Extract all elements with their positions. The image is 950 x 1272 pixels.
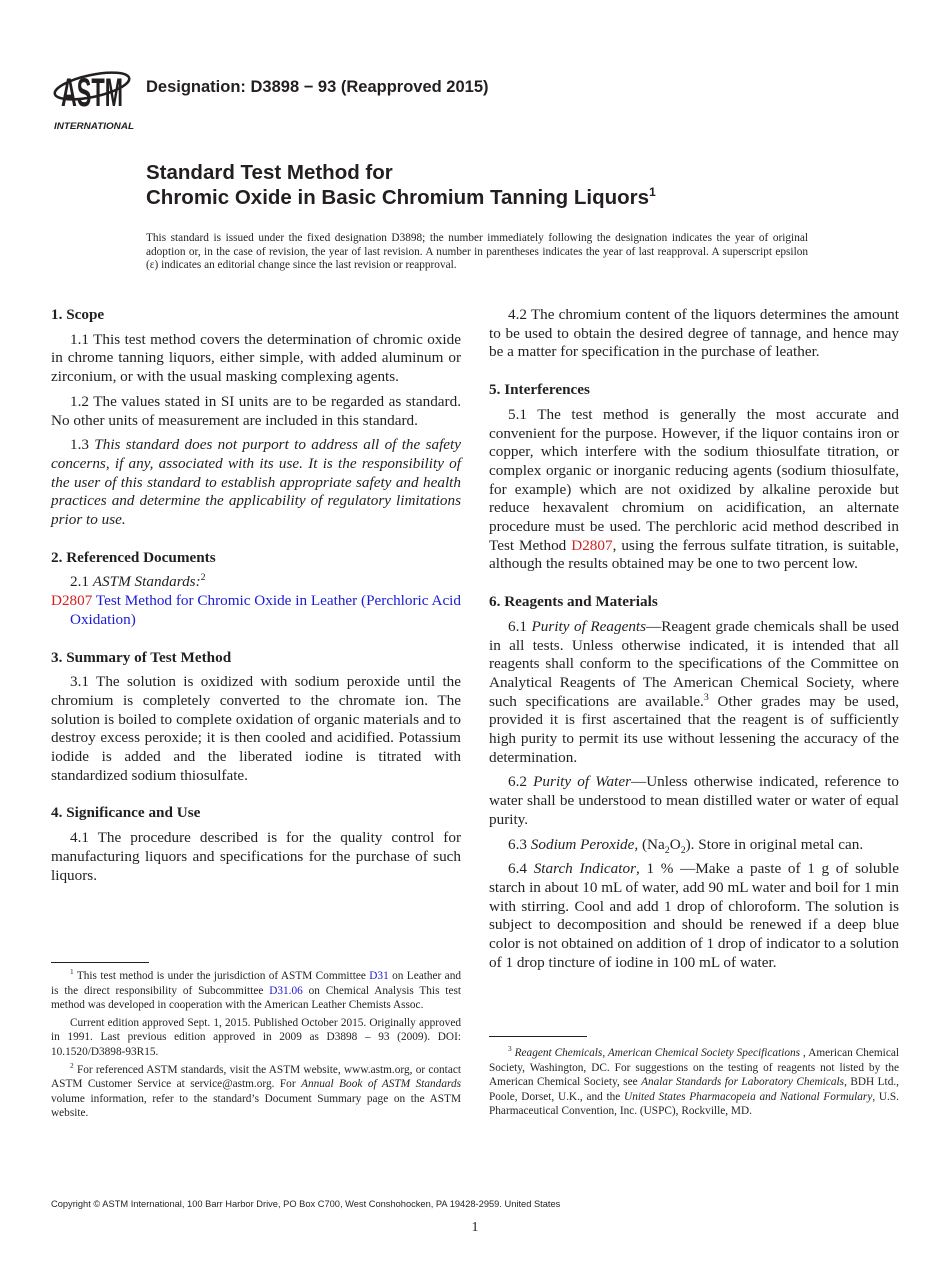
paragraph: [51, 829, 461, 885]
superscript: 3: [703, 691, 709, 703]
text: 5. Interferences: [489, 381, 590, 399]
text: on Leather and is the direct responsibility of Subcommittee: [51, 970, 461, 997]
footnote-divider: [489, 1036, 587, 1037]
italic-text: ASTM Standards:: [92, 573, 201, 591]
italic-text: Purity of Reagents: [531, 617, 647, 635]
intro-statement: This standard is issued under the fixed designation D3898; the number immediately following the designation indicates the year of original adoption or, in the case of revision, the year of last revision. A number in parentheses indicates the year of last reapproval. A superscript epsilon (ε) indicates an editorial change since the last revision or reapproval.: [146, 232, 808, 272]
title-footnote-ref: 1: [649, 185, 656, 200]
superscript: 2: [70, 1060, 74, 1070]
text: Current edition approved Sept. 1, 2015. Published October 2015. Originally approved in 1991. Last previous edition approved in 2009 as D3898 – 93 (2009). DOI: 10.1520/D3898-93R15.: [51, 1016, 461, 1058]
title-text: Chromic Oxide in Basic Chromium Tanning Liquors: [146, 186, 650, 209]
text: 1. Scope: [51, 306, 105, 323]
text: 1.3: [70, 436, 95, 454]
svg-text:ASTM: ASTM: [61, 71, 123, 115]
referenced-document: [51, 592, 461, 629]
text: ). Store in original metal can.: [685, 835, 864, 853]
subscript: 2: [664, 844, 670, 856]
paragraph: [489, 406, 899, 574]
italic-text: Annual Book of ASTM Standards: [301, 1078, 461, 1091]
paragraph: [51, 673, 461, 785]
text: 6. Reagents and Materials: [489, 593, 658, 611]
superscript: 3: [508, 1044, 512, 1054]
designation: Designation: D3898 − 93 (Reapproved 2015): [146, 78, 489, 96]
page-number: 1: [471, 1220, 479, 1235]
text: (Na: [638, 835, 665, 853]
paragraph: [51, 1016, 461, 1060]
footnotes-right: [489, 1046, 899, 1122]
astm-logo: [52, 56, 136, 132]
svg-text:INTERNATIONAL: INTERNATIONAL: [54, 121, 135, 132]
footnote-divider: [51, 962, 149, 963]
paragraph: [489, 306, 899, 362]
paragraph: [489, 836, 899, 855]
text: 3.1 The solution is oxidized with sodium peroxide until the chromium is completely converted to the chromate ion. The solution is boiled to complete oxidation of organic materials and to destroy excess peroxide; it is then cooled and acidified. Potassium iodide is added and the liberated iodine is titrated with standardized sodium thiosulfate.: [51, 673, 461, 784]
paragraph: [489, 1046, 899, 1119]
paragraph: [51, 969, 461, 1013]
section-heading: [489, 381, 899, 400]
paragraph: [51, 331, 461, 387]
paragraph: [51, 573, 461, 592]
italic-text: Sodium Peroxide,: [530, 835, 639, 853]
superscript: 2: [200, 572, 206, 584]
section-heading: [489, 593, 899, 612]
paragraph: [51, 393, 461, 430]
text: 6.3: [508, 835, 531, 853]
section-heading: [51, 649, 461, 668]
copyright: Copyright © ASTM International, 100 Barr Harbor Drive, PO Box C700, West Conshohocken, PA 19428-2959. United States: [51, 1199, 561, 1209]
italic-text: Purity of Water: [533, 773, 631, 791]
text: 1.2 The values stated in SI units are to be regarded as standard. No other units of measurement are included in this standard.: [51, 392, 461, 429]
paragraph: [489, 618, 899, 768]
paragraph: [489, 860, 899, 972]
link[interactable]: D31: [369, 970, 389, 982]
text: 6.2: [508, 773, 534, 791]
text: , U.S. Pharmaceutical Convention, Inc. (USPC), Rockville, MD.: [489, 1090, 899, 1118]
text: , 1 % —Make a paste of 1 g of soluble starch in about 10 mL of water, add 90 mL water and boil for 1 min with stirring. Cool and add 1 drop of chloroform. The solution is subject to decomposition and should be renewed if a deep blue color is not obtained on addition of 1 drop of indicator to a solution of 1 drop tincture of iodine in 100 mL of water.: [489, 860, 900, 971]
title-line-2: [146, 185, 656, 210]
text: —Unless otherwise indicated, reference to water shall be understood to mean distilled water or water of equal purity.: [489, 773, 899, 828]
text: O: [669, 835, 681, 853]
italic-text: This standard does not purport to address all of the safety concerns, if any, associated with its use. It is the responsibility of the user of this standard to establish appropriate safety and health practices and determine the applicability of regulatory limitations prior to use.: [51, 436, 461, 529]
text: 1.1 This test method covers the determination of chromic oxide in chrome tanning liquors, either simple, with added aluminum or zirconium, or with the usual masking complexing agents.: [51, 330, 461, 386]
section-heading: [51, 306, 461, 325]
text: This test method is under the jurisdiction of ASTM Committee: [73, 970, 370, 982]
text: , BDH Ltd., Poole, Dorset, U.K., and the: [489, 1076, 899, 1103]
italic-text: Reagent Chemicals, American Chemical Society Specifications: [511, 1047, 801, 1059]
section-heading: [51, 549, 461, 568]
subscript: 2: [680, 844, 686, 856]
text: 4.1 The procedure described is for the quality control for manufacturing liquors and specifications for the purchase of such liquors.: [51, 829, 461, 884]
left-column: [51, 306, 461, 891]
paragraph: [489, 773, 899, 829]
text: , using the ferrous sulfate titration, is suitable, although the results obtained may be one to two percent low.: [489, 536, 899, 573]
italic-text: Analar Standards for Laboratory Chemicals: [641, 1076, 845, 1089]
text: 5.1 The test method is generally the most accurate and convenient for the purpose. However, if the liquor contains iron or copper, which interfere with the sodium thiosulfate titration, or complex organic or inorganic reducing agents (sodium thiosulfate, for example) which are not oxidized by alkaline peroxide but reduce hexavalent chromium on acidification, an alternate procedure must be used. The perchloric acid method described in Test Method: [489, 405, 899, 554]
text: 2. Referenced Documents: [51, 548, 216, 566]
text: on Chemical Analysis This test method was developed in cooperation with the American Leather Chemists Assoc.: [51, 984, 461, 1012]
section-heading: [51, 804, 461, 823]
text: —Reagent grade chemicals shall be used in all tests. Unless otherwise indicated, it is intended that all reagents shall conform to the specifications of the Committee on Analytical Reagents of The American Chemical Society, where such specifications are available.: [489, 617, 900, 710]
paragraph: [51, 1060, 461, 1121]
text: volume information, refer to the standard’s Document Summary page on the ASTM website.: [51, 1092, 461, 1120]
italic-text: Starch Indicator: [533, 860, 636, 878]
superscript: 1: [70, 967, 74, 977]
italic-text: United States Pharmacopeia and National Formulary: [624, 1090, 873, 1103]
text: Other grades may be used, provided it is first ascertained that the reagent is of sufficiently high purity to permit its use without lessening the accuracy of the determination.: [489, 692, 899, 766]
text: , American Chemical Society, Washington, DC. For suggestions on the testing of reagents not listed by the American Chemical Society, see: [489, 1047, 899, 1089]
text: 2.1: [70, 573, 93, 591]
title-line-1: Standard Test Method for: [146, 161, 393, 184]
paragraph: [51, 436, 461, 530]
page-title: [146, 160, 656, 210]
standard-link[interactable]: D2807: [51, 592, 93, 610]
text: 4.2 The chromium content of the liquors determines the amount to be used to obtain the desired degree of tannage, and hence may be a matter for specification in the purchase of leather.: [489, 306, 899, 361]
text: 4. Significance and Use: [51, 804, 201, 822]
link[interactable]: D31.06: [269, 984, 303, 997]
text: 6.4: [508, 860, 534, 878]
text: 6.1: [508, 617, 532, 635]
link[interactable]: Test Method for Chromic Oxide in Leather (Perchloric Acid Oxidation): [70, 592, 461, 628]
text: 3. Summary of Test Method: [51, 648, 232, 666]
right-column: [489, 306, 899, 979]
standard-link[interactable]: D2807: [571, 536, 613, 554]
footnotes-left: [51, 969, 461, 1124]
text: For referenced ASTM standards, visit the ASTM website, www.astm.org, or contact ASTM Customer Service at service@astm.org. For: [51, 1063, 461, 1091]
